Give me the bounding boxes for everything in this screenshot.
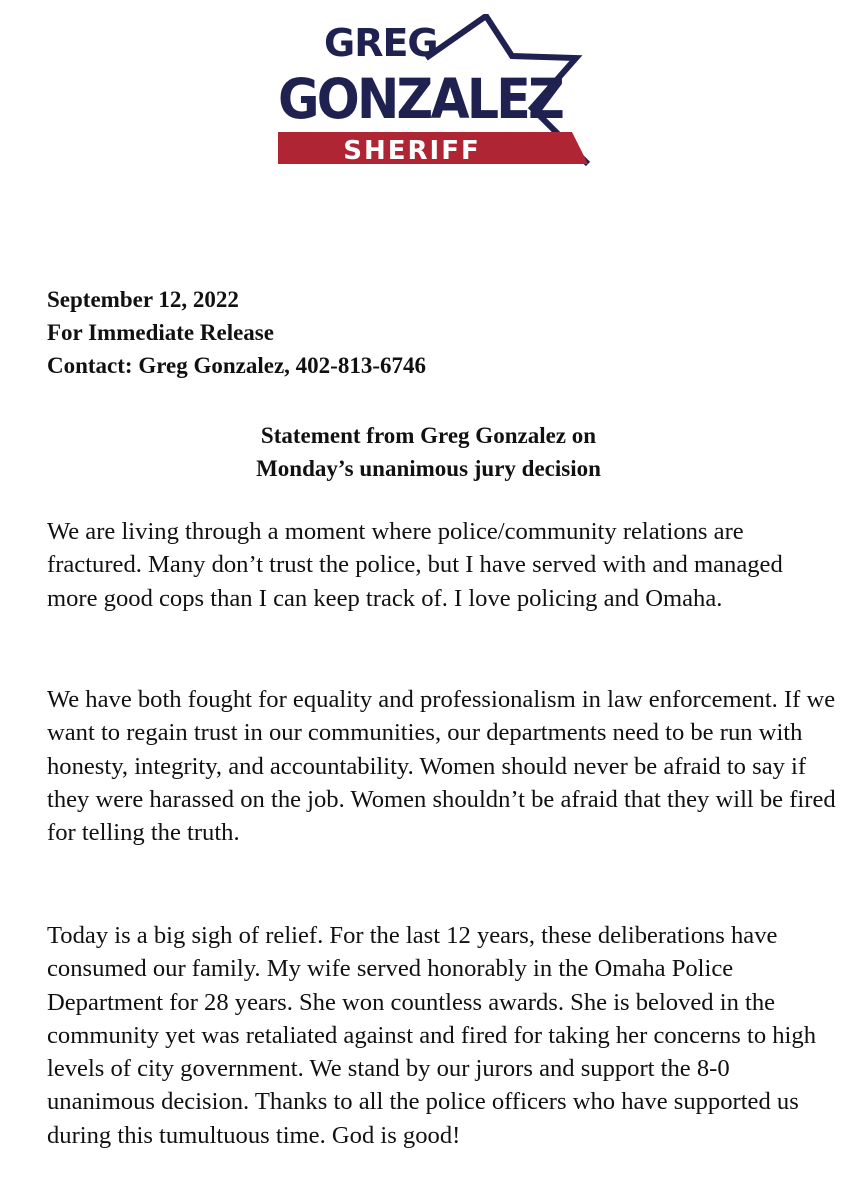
logo-first-name: GREG	[324, 21, 438, 65]
statement-title-line-2: Monday’s unanimous jury decision	[256, 456, 601, 481]
campaign-logo	[276, 14, 594, 170]
release-type: For Immediate Release	[47, 320, 274, 345]
logo-office: SHERIFF	[343, 136, 481, 166]
statement-paragraph-1: We are living through a moment where police/community relations are fractured. Many don’t trust the police, but I have served with and managed more good cops than I can keep track of. I love policing and Omaha.	[47, 518, 783, 612]
release-contact: Contact: Greg Gonzalez, 402-813-6746	[47, 353, 426, 378]
sheriff-star-logo	[276, 14, 594, 170]
logo-last-name: GONZALEZ	[278, 67, 564, 131]
release-date: September 12, 2022	[47, 287, 239, 312]
statement-title-line-1: Statement from Greg Gonzalez on	[260, 423, 597, 448]
statement-paragraph-3: Today is a big sigh of relief. For the last 12 years, these deliberations have consumed our family. My wife served honorably in the Omaha Police Department for 28 years. She won countless awards. She is beloved in the community yet was retaliated against and fired for taking her concerns to high levels of city government. We stand by our jurors and support the 8-0 unanimous decision. Thanks to all the police officers who have supported us during this tumultuous time. God is good!	[47, 922, 816, 1149]
statement-title	[0, 419, 857, 485]
release-info	[47, 283, 827, 382]
statement-paragraph-2: We have both fought for equality and professionalism in law enforcement. If we want to regain trust in our communities, our departments need to be run with honesty, integrity, and accountability. Women should never be afraid to say if they were harassed on the job. Women shouldn’t be afraid that they will be fired for telling the truth.	[47, 686, 836, 847]
